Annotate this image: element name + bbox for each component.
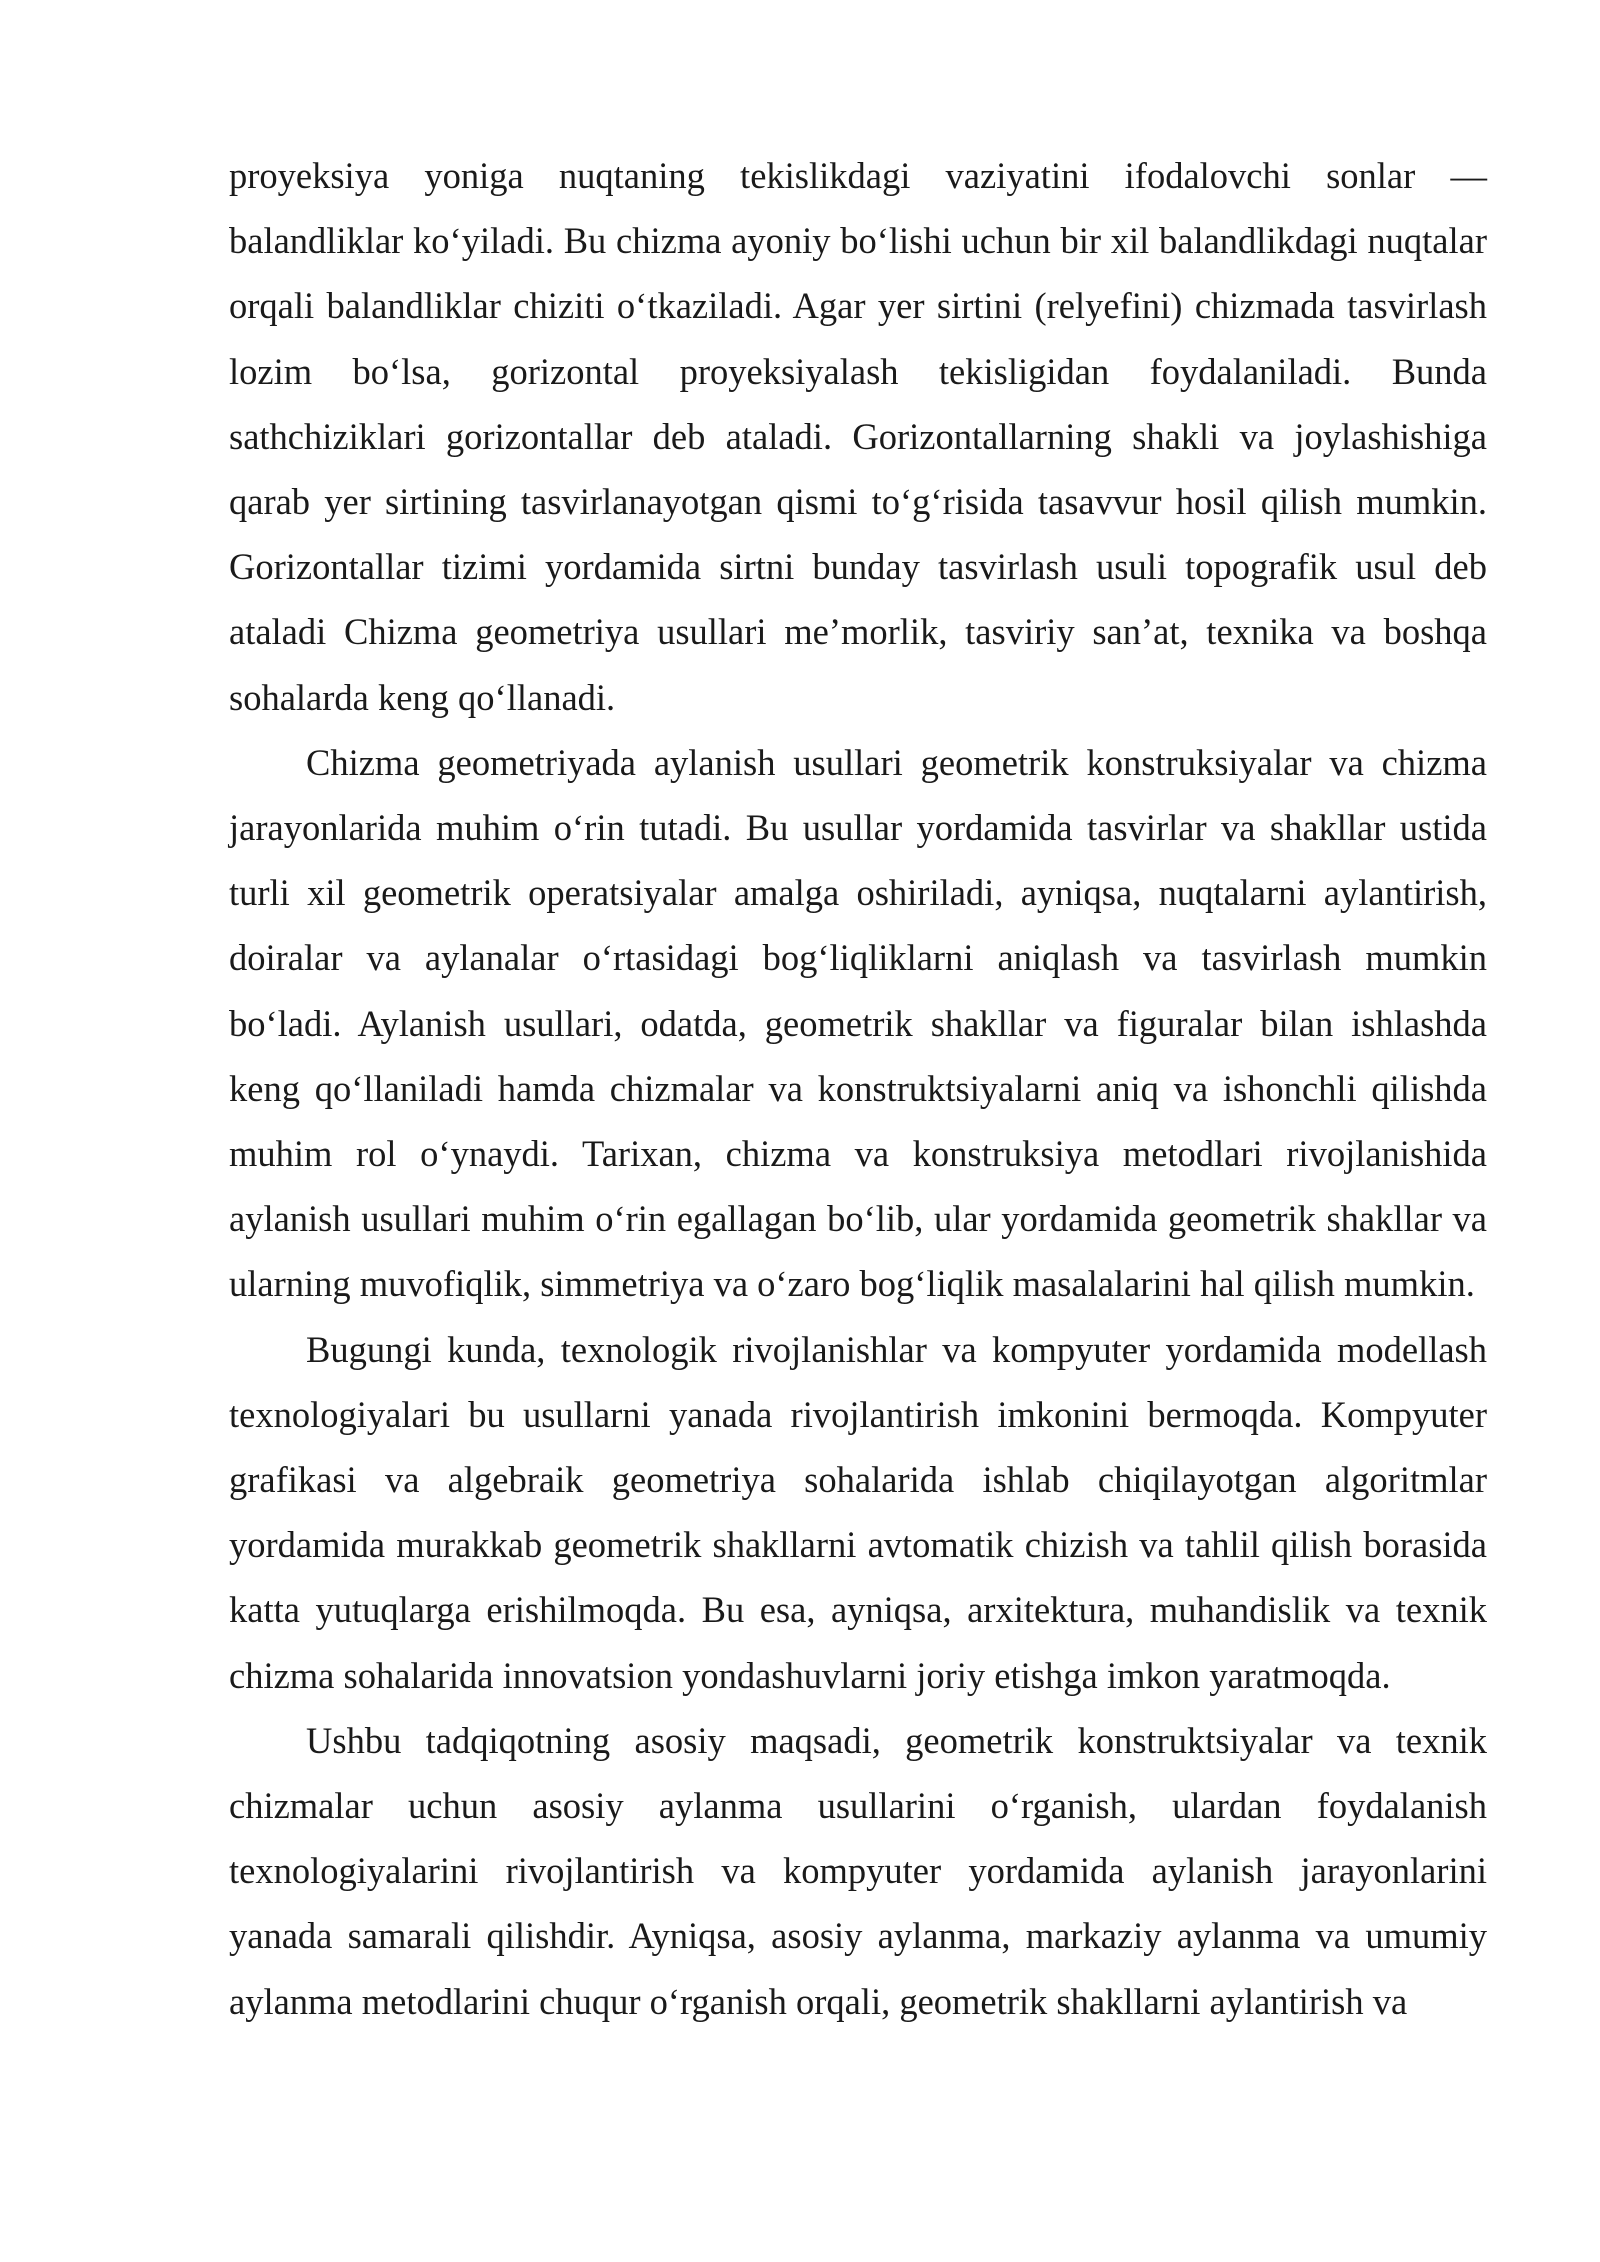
paragraph-research-goal: Ushbu tadqiqotning asosiy maqsadi, geometrik konstruktsiyalar va texnik chizmalar uchun asosiy aylanma usullarini oʻrganish, ulardan foydalanish texnologiyalarini rivojlantirish va kompyuter yordamida aylanish jarayonlarini yanada samarali qilishdir. Ayniqsa, asosiy aylanma, markaziy aylanma va umumiy aylanma metodlarini chuqur oʻrganish orqali, geometrik shakllarni aylantirish va bbox=[229, 1719, 1487, 2022]
paragraph-topographic-method: proyeksiya yoniga nuqtaning tekislikdagi vaziyatini ifodalovchi sonlar — balandliklar koʻyiladi. Bu chizma ayoniy boʻlishi uchun bir xil balandlikdagi nuqtalar orqali balandliklar chiziti oʻtkaziladi. Agar yer sirtini (relyefini) chizmada tasvirlash lozim boʻlsa, gorizontal proyeksiyalash tekisligidan foydalaniladi. Bunda sathchiziklari gorizontallar deb ataladi. Gorizontallarning shakli va joylashishiga qarab yer sirtining tasvirlanayotgan qismi toʻgʻrisida tasavvur hosil qilish mumkin. Gorizontallar tizimi yordamida sirtni bunday tasvirlash usuli topografik usul deb ataladi Chizma geometriya usullari me’morlik, tasviriy san’at, texnika va boshqa sohalarda keng qoʻllanadi. bbox=[229, 155, 1487, 718]
paragraph-computer-modeling: Bugungi kunda, texnologik rivojlanishlar va kompyuter yordamida modellash texnologiyalari bu usullarni yanada rivojlantirish imkonini bermoqda. Kompyuter grafikasi va algebraik geometriya sohalarida ishlab chiqilayotgan algoritmlar yordamida murakkab geometrik shakllarni avtomatik chizish va tahlil qilish borasida katta yutuqlarga erishilmoqda. Bu esa, ayniqsa, arxitektura, muhandislik va texnik chizma sohalarida innovatsion yondashuvlarni joriy etishga imkon yaratmoqda. bbox=[229, 1328, 1487, 1696]
document-body bbox=[229, 143, 1487, 2034]
paragraph-rotation-methods: Chizma geometriyada aylanish usullari geometrik konstruksiyalar va chizma jarayonlarida muhim oʻrin tutadi. Bu usullar yordamida tasvirlar va shakllar ustida turli xil geometrik operatsiyalar amalga oshiriladi, ayniqsa, nuqtalarni aylantirish, doiralar va aylanalar oʻrtasidagi bogʻliqliklarni aniqlash va tasvirlash mumkin boʻladi. Aylanish usullari, odatda, geometrik shakllar va figuralar bilan ishlashda keng qoʻllaniladi hamda chizmalar va konstruktsiyalarni aniq va ishonchli qilishda muhim rol oʻynaydi. Tarixan, chizma va konstruksiya metodlari rivojlanishida aylanish usullari muhim oʻrin egallagan boʻlib, ular yordamida geometrik shakllar va ularning muvofiqlik, simmetriya va oʻzaro bogʻliqlik masalalarini hal qilish mumkin. bbox=[229, 741, 1487, 1305]
